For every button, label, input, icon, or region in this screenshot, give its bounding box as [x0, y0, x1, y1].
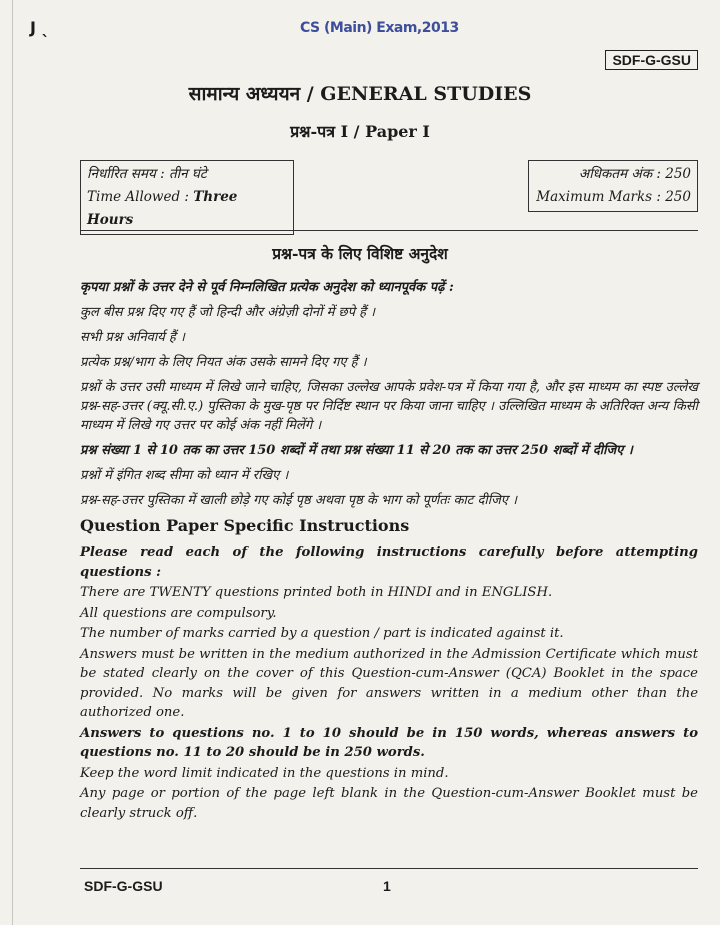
hindi-instructions-heading: प्रश्न-पत्र के लिए विशिष्ट अनुदेश [272, 244, 448, 263]
divider [80, 230, 698, 231]
corner-mark: J ˎ [30, 18, 50, 37]
english-item: Keep the word limit indicated in the questions in mind. [80, 765, 449, 781]
paper-title: सामान्य अध्ययन / GENERAL STUDIES [188, 83, 532, 105]
footer-divider [80, 868, 698, 869]
english-item: The number of marks carried by a question / part is indicated against it. [80, 626, 564, 641]
footer-paper-code: SDF-G-GSU [84, 878, 163, 894]
exam-stamp: CS (Main) Exam,2013 [300, 20, 459, 36]
hindi-item: प्रश्न-सह-उत्तर पुस्तिका में खाली छोड़े गए कोई पृष्ठ अथवा पृष्ठ के भाग को पूर्णतः काट दीजिए । [80, 493, 518, 508]
english-item: All questions are compulsory. [80, 605, 277, 621]
english-item: There are TWENTY questions printed both in HINDI and in ENGLISH. [80, 585, 553, 600]
english-lead: Please read each of the following instructions carefully before attempting questions : [80, 545, 698, 580]
maximum-marks-box [528, 160, 698, 212]
maximum-marks-english: Maximum Marks : 250 [536, 189, 691, 205]
time-allowed-english [87, 186, 287, 232]
hindi-item: प्रत्येक प्रश्न/भाग के लिए नियत अंक उसके सामने दिए गए हैं । [80, 355, 367, 370]
hindi-item: कुल बीस प्रश्न दिए गए हैं जो हिन्दी और अंग्रेज़ी दोनों में छपे हैं । [80, 305, 376, 320]
paper-code: SDF-G-GSU [605, 50, 698, 70]
page-number: 1 [383, 878, 391, 894]
hindi-item: प्रश्नों के उत्तर उसी माध्यम में लिखे जाने चाहिए, जिसका उल्लेख आपके प्रवेश-पत्र में किया गया है, और इस माध्यम का स्पष्ट उल्लेख प्रश्न-सह-उत्तर (क्यू.सी.ए.) पुस्तिका के मुख-पृष्ठ पर निर्दिष्ट स्थान पर किया जाना चाहिए । उल्लिखित माध्यम के अतिरिक्त अन्य किसी माध्यम में लिखे गए उत्तर पर कोई अंक नहीं मिलेंगे । [80, 380, 698, 433]
paper-number: प्रश्न-पत्र I / Paper I [290, 122, 430, 141]
time-allowed-hindi: निर्धारित समय : तीन घंटे [87, 166, 207, 182]
english-item: Answers to questions no. 1 to 10 should be in 150 words, whereas answers to questions no. 11 to 20 should be in 250 words. [80, 725, 698, 760]
time-allowed-value: Three Hours [87, 189, 238, 228]
english-instructions [80, 543, 698, 823]
time-allowed-box [80, 160, 294, 235]
english-instructions-heading: Question Paper Specific Instructions [80, 516, 410, 535]
hindi-lead: कृपया प्रश्नों के उत्तर देने से पूर्व निम्नलिखित प्रत्येक अनुदेश को ध्यानपूर्वक पढ़ें : [80, 280, 454, 295]
hindi-item: प्रश्नों में इंगित शब्द सीमा को ध्यान में रखिए । [80, 468, 289, 483]
english-item: Answers must be written in the medium authorized in the Admission Certificate which must be stated clearly on the cover of this Question-cum-Answer (QCA) Booklet in the space provided. No marks will be given for answers written in a medium other than the authorized one. [80, 646, 698, 720]
maximum-marks-hindi: अधिकतम अंक : 250 [578, 166, 691, 182]
hindi-item: प्रश्न संख्या 1 से 10 तक का उत्तर 150 शब्दों में तथा प्रश्न संख्या 11 से 20 तक का उत्तर 250 शब्दों में दीजिए । [80, 443, 633, 458]
hindi-item: सभी प्रश्न अनिवार्य हैं । [80, 330, 185, 345]
time-allowed-label: Time Allowed : [87, 189, 194, 205]
instructions-body [80, 278, 698, 824]
english-item: Any page or portion of the page left blank in the Question-cum-Answer Booklet must be clearly struck off. [80, 786, 698, 821]
